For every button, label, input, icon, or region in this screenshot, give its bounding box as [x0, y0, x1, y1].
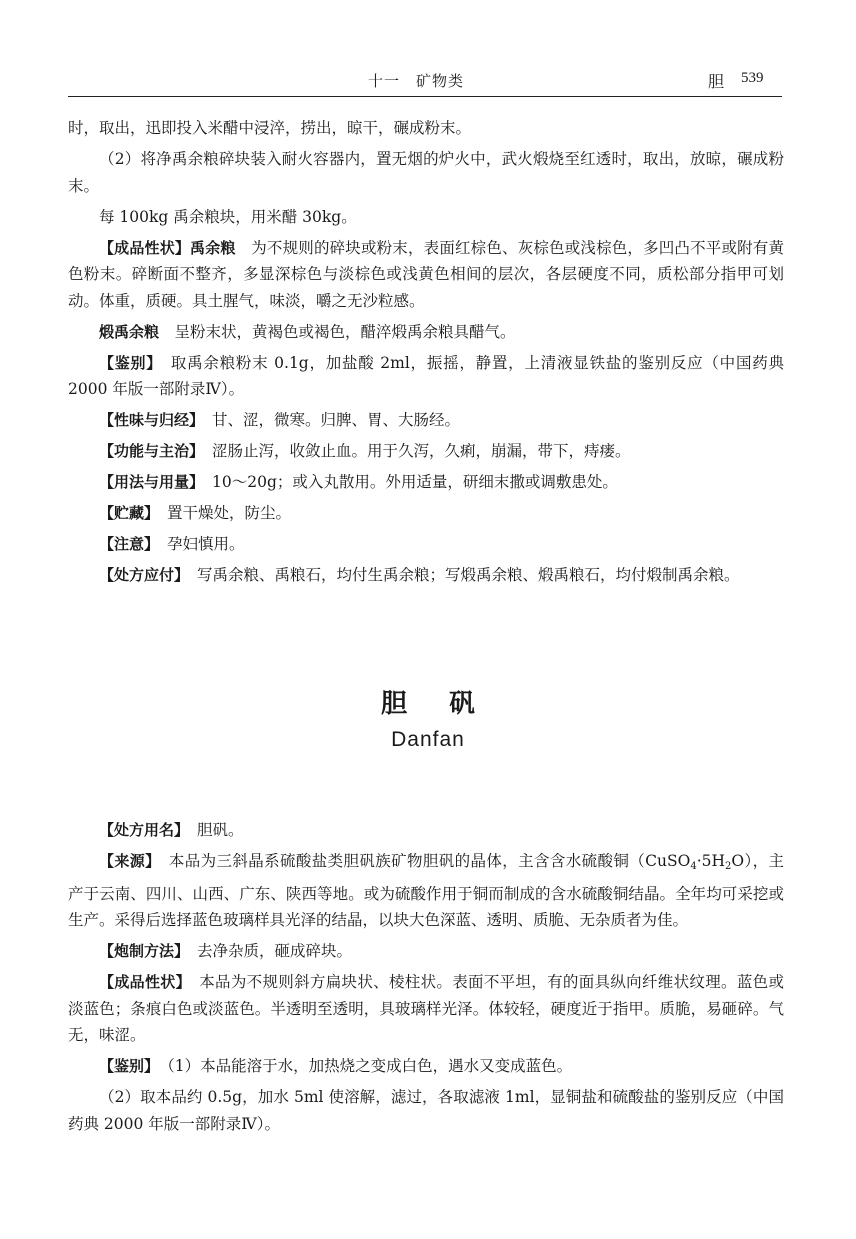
paragraph-text: 胆矾。	[181, 821, 244, 839]
paragraph-paozhi	[68, 938, 784, 965]
paragraph-text: 置干燥处，防尘。	[151, 504, 292, 522]
paragraph-text: 取禹余粮粉末 0.1g，加盐酸 2ml，振摇，静置，上清液显铁盐的鉴别反应（中国药典 2000 年版一部附录Ⅳ）。	[68, 353, 784, 398]
running-header	[68, 66, 782, 97]
section-label: 【用法与用量】	[99, 473, 197, 491]
section-label: 【成品性状】	[99, 238, 191, 257]
paragraph-text: （1）本品能溶于水，加热烧之变成白色，遇水又变成蓝色。	[151, 1057, 573, 1075]
paragraph-duan	[68, 319, 784, 346]
paragraph-text: 本品为三斜晶系硫酸盐类胆矾族矿物胆矾的晶体，主含含水硫酸铜（CuSO	[153, 852, 691, 870]
section-label: 【注意】	[99, 535, 152, 553]
paragraph-text: 呈粉末状，黄褐色或褐色，醋淬煅禹余粮具醋气。	[159, 322, 516, 341]
paragraph-xingwei	[68, 407, 784, 434]
paragraph-jianbie	[68, 350, 784, 403]
paragraph-text: 甘、涩，微寒。归脾、胃、大肠经。	[196, 411, 461, 429]
section-label: 【成品性状】	[99, 973, 184, 991]
entry-title-pinyin: Danfan	[391, 728, 465, 751]
entry-title-chinese: 胆矾	[380, 689, 517, 719]
paragraph-text: 去净杂质，砸成碎块。	[181, 942, 353, 960]
paragraph-jianbie-1	[68, 1053, 784, 1080]
subscript: 2	[725, 861, 732, 872]
section-label: 【鉴别】	[99, 1057, 152, 1075]
paragraph-chengpin	[68, 235, 784, 315]
header-entry: 胆	[708, 72, 725, 91]
paragraph-text: 为不规则的碎块或粉末，表面红棕色、灰棕色或浅棕色，多凹凸不平或附有黄色粉末。碎断面不整齐，多显深棕色与淡棕色或浅黄色相间的层次，各层硬度不同，质松部分指甲可划动。体重，质硬。具土腥气，味淡，嚼之无沙粒感。	[68, 238, 784, 310]
paragraph-continuation: 时，取出，迅即投入米醋中浸淬，捞出，晾干，碾成粉末。	[68, 119, 472, 137]
top-section	[68, 115, 784, 593]
paragraph-text: 写禹余粮、禹粮石，均付生禹余粮；写煅禹余粮、煅禹粮石，均付煅制禹余粮。	[181, 566, 740, 584]
paragraph-yongfa	[68, 469, 784, 496]
paragraph-zhuyi	[68, 531, 784, 558]
paragraph-text: ·5H	[696, 852, 726, 870]
section-label: 【处方应付】	[99, 566, 182, 584]
chapter-title: 十一 矿物类	[368, 72, 465, 90]
section-label: 【来源】	[99, 852, 154, 870]
paragraph-text: 本品为不规则斜方扁块状、棱柱状。表面不平坦，有的面具纵向纤维状纹理。蓝色或淡蓝色；条痕白色或淡蓝色。半透明至透明，具玻璃样光泽。体较轻，硬度近于指甲。质脆，易砸碎。气无，味涩。	[68, 973, 784, 1044]
paragraph-text: 涩肠止泻，收敛止血。用于久泻，久痢，崩漏，带下，痔瘘。	[196, 442, 631, 460]
section-label: 【炮制方法】	[99, 942, 182, 960]
paragraph-yongming	[68, 817, 784, 844]
section-label: 【功能与主治】	[99, 442, 197, 460]
paragraph-laiyuan	[68, 848, 784, 934]
paragraph-chufang	[68, 562, 784, 589]
page-number: 539	[741, 70, 764, 86]
section-label: 【鉴别】	[99, 353, 155, 372]
paragraph-text: 10～20g；或入丸散用。外用适量，研细末撒或调敷患处。	[196, 473, 618, 491]
subsection-label: 禹余粮	[190, 238, 236, 257]
subscript: 4	[690, 861, 697, 872]
paragraph-jianbie-2: （2）取本品约 0.5g，加水 5ml 使溶解，滤过，各取滤液 1ml，显铜盐和硫酸盐的鉴别反应（中国药典 2000 年版一部附录Ⅳ）。	[68, 1088, 784, 1133]
paragraph-xingzhuang	[68, 969, 784, 1049]
paragraph-text: O），主产于云南、四川、山西、广东、陕西等地。或为硫酸作用于铜而制成的含水硫酸铜结晶。全年均可采挖或生产。采得后选择蓝色玻璃样具光泽的结晶，以块大色深蓝、透明、质脆、无杂质者为佳。	[68, 852, 784, 929]
bottom-section	[68, 817, 784, 1142]
paragraph-ratio: 每 100kg 禹余粮块，用米醋 30kg。	[99, 207, 357, 226]
paragraph-method-2: （2）将净禹余粮碎块装入耐火容器内，置无烟的炉火中，武火煅烧至红透时，取出，放晾，碾成粉末。	[68, 150, 784, 195]
section-label: 【处方用名】	[99, 821, 182, 839]
entry-title	[0, 683, 856, 752]
paragraph-gongneng	[68, 438, 784, 465]
section-label: 【贮藏】	[99, 504, 152, 522]
section-label: 【性味与归经】	[99, 411, 197, 429]
paragraph-zhucang	[68, 500, 784, 527]
paragraph-text: 孕妇慎用。	[151, 535, 245, 553]
subsection-label: 煅禹余粮	[99, 322, 160, 341]
